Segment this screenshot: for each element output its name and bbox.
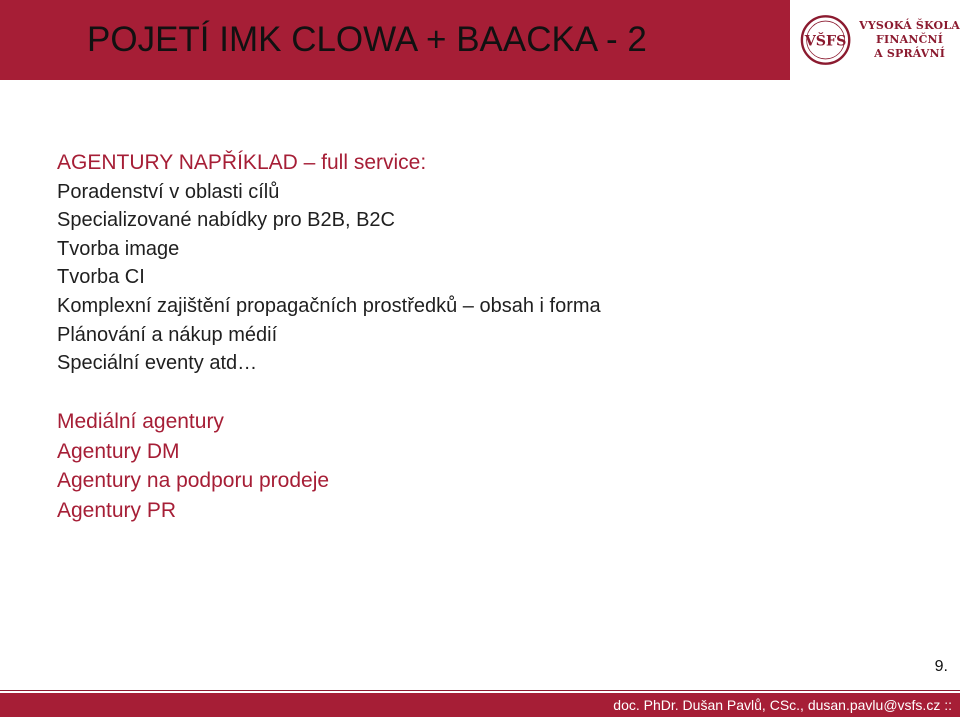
- service-item: Plánování a nákup médií: [57, 323, 278, 346]
- footer-author-contact: doc. PhDr. Dušan Pavlů, CSc., dusan.pavlu@vsfs.cz ::: [613, 697, 952, 713]
- agency-item: Agentury DM: [57, 439, 180, 463]
- service-item: Tvorba CI: [57, 266, 145, 289]
- services-block: [57, 149, 937, 378]
- logo-monogram: VŠFS: [804, 33, 847, 50]
- agency-item: Mediální agentury: [57, 410, 224, 433]
- logo-line-2: FINANČNÍ: [875, 33, 944, 46]
- page-number: 9.: [934, 658, 948, 675]
- service-item: Tvorba image: [57, 237, 180, 260]
- logo-line-1: VYSOKÁ ŠKOLA: [859, 19, 960, 32]
- agency-types-list: [57, 407, 329, 525]
- logo-wordmark: [859, 19, 960, 61]
- header-bar: [0, 0, 790, 80]
- service-item: Speciální eventy atd…: [57, 352, 258, 375]
- agency-item: Agentury na podporu prodeje: [57, 469, 330, 492]
- agency-item: Agentury PR: [57, 498, 177, 522]
- school-logo: [790, 0, 960, 80]
- vsfs-logo-mark: [800, 13, 851, 67]
- service-item: Specializované nabídky pro B2B, B2C: [57, 209, 395, 232]
- slide-title: POJETÍ IMK CLOWA + BAACKA - 2: [87, 20, 647, 59]
- section-heading: AGENTURY NAPŘÍKLAD – full service:: [57, 151, 427, 174]
- service-item: Poradenství v oblasti cílů: [57, 180, 280, 203]
- logo-line-3: A SPRÁVNÍ: [874, 47, 946, 60]
- service-item: Komplexní zajištění propagačních prostředků – obsah i forma: [57, 294, 601, 317]
- footer-divider: [0, 690, 960, 691]
